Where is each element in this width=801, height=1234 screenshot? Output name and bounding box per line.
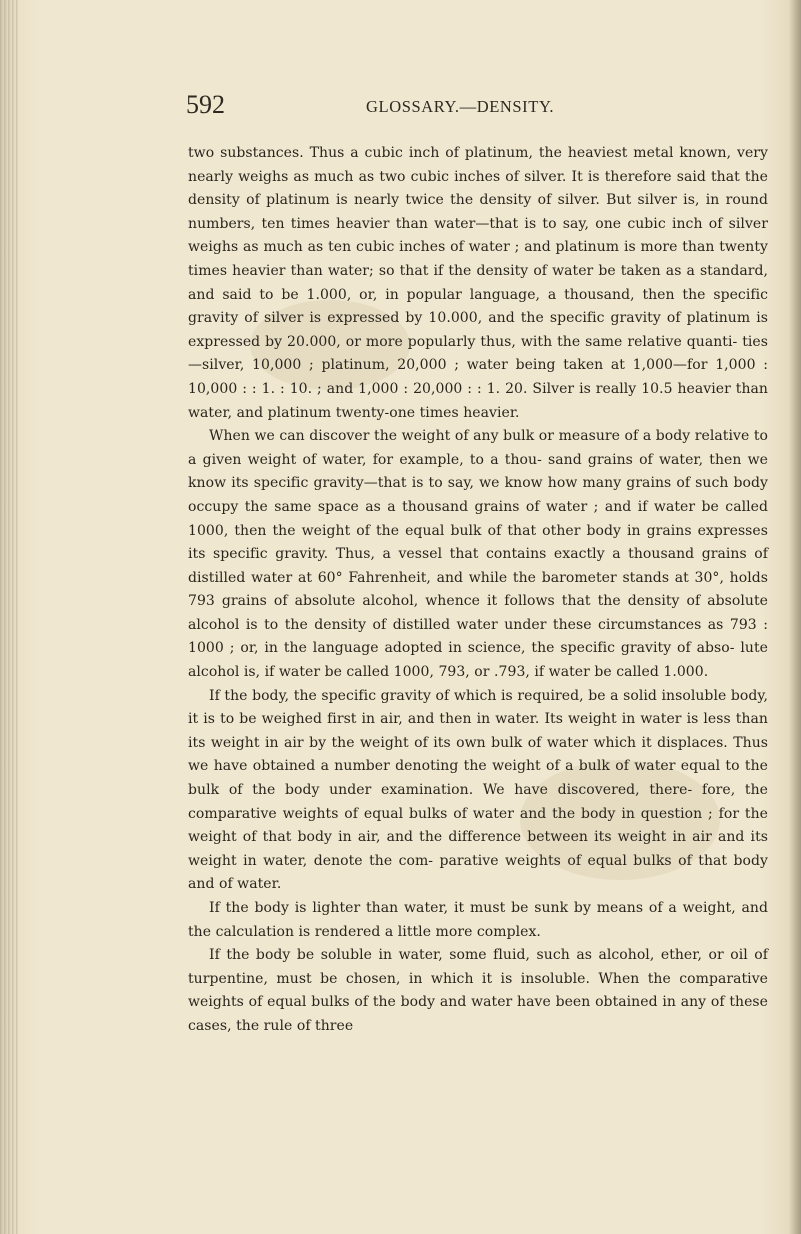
running-head: GLOSSARY.—DENSITY. (366, 97, 555, 116)
page-binding-edge (0, 0, 18, 1234)
paragraph: If the body is lighter than water, it must be sunk by means of a weight, and the calculation is rendered a little more complex. (188, 900, 768, 940)
page-header (0, 84, 801, 124)
paragraph: If the body, the specific gravity of which is required, be a solid insoluble body, it is to be weighed first in air, and then in water. Its weight in water is less than its weight in air by the weight of its own bulk of water which it displaces. Thus we have obtained a number denoting the weight of a bulk of water equal to the bulk of the body under examination. We have discovered, there- fore, the comparative weights of equal bulks of water and the body in question ; for the weight of that body in air, and the difference between its weight in air and its weight in water, denote the com- parative weights of equal bulks of that body and of water. (188, 687, 768, 893)
paragraph: two substances. Thus a cubic inch of platinum, the heaviest metal known, very nearly weighs as much as two cubic inches of silver. It is therefore said that the density of platinum is nearly twice the density of silver. But silver is, in round numbers, ten times heavier than water—that is to say, one cubic inch of silver weighs as much as ten cubic inches of water ; and platinum is more than twenty times heavier than water; so that if the density of water be taken as a standard, and said to be 1.000, or, in popular language, a thousand, then the specific gravity of silver is expressed by 10.000, and the specific gravity of platinum is expressed by 20.000, or more popularly thus, with the same relative quanti- ties—silver, 10,000 ; platinum, 20,000 ; water being taken at 1,000—for 1,000 : 10,000 : : 1. : 10. ; and 1,000 : 20,000 : : 1. 20. Silver is really 10.5 heavier than water, and platinum twenty-one times heavier. (188, 145, 768, 421)
page-right-edge (789, 0, 801, 1234)
paragraph: When we can discover the weight of any bulk or measure of a body relative to a given weight of water, for example, to a thou- sand grains of water, then we know its specific gravity—that is to say, we know how many grains of such body occupy the same space as a thousand grains of water ; and if water be called 1000, then the weight of the equal bulk of that other body in grains expresses its specific gravity. Thus, a vessel that contains exactly a thousand grains of distilled water at 60° Fahrenheit, and while the barometer stands at 30°, holds 793 grains of absolute alcohol, whence it follows that the density of absolute alcohol is to the density of distilled water under these circumstances as 793 : 1000 ; or, in the language adopted in science, the specific gravity of abso- lute alcohol is, if water be called 1000, 793, or .793, if water be called 1.000. (188, 428, 768, 681)
body-text (188, 142, 768, 1039)
paragraph: If the body be soluble in water, some fluid, such as alcohol, ether, or oil of turpentine, must be chosen, in which it is insoluble. When the comparative weights of equal bulks of the body and water have been obtained in any of these cases, the rule of three (188, 947, 768, 1034)
page-number: 592 (186, 90, 225, 119)
